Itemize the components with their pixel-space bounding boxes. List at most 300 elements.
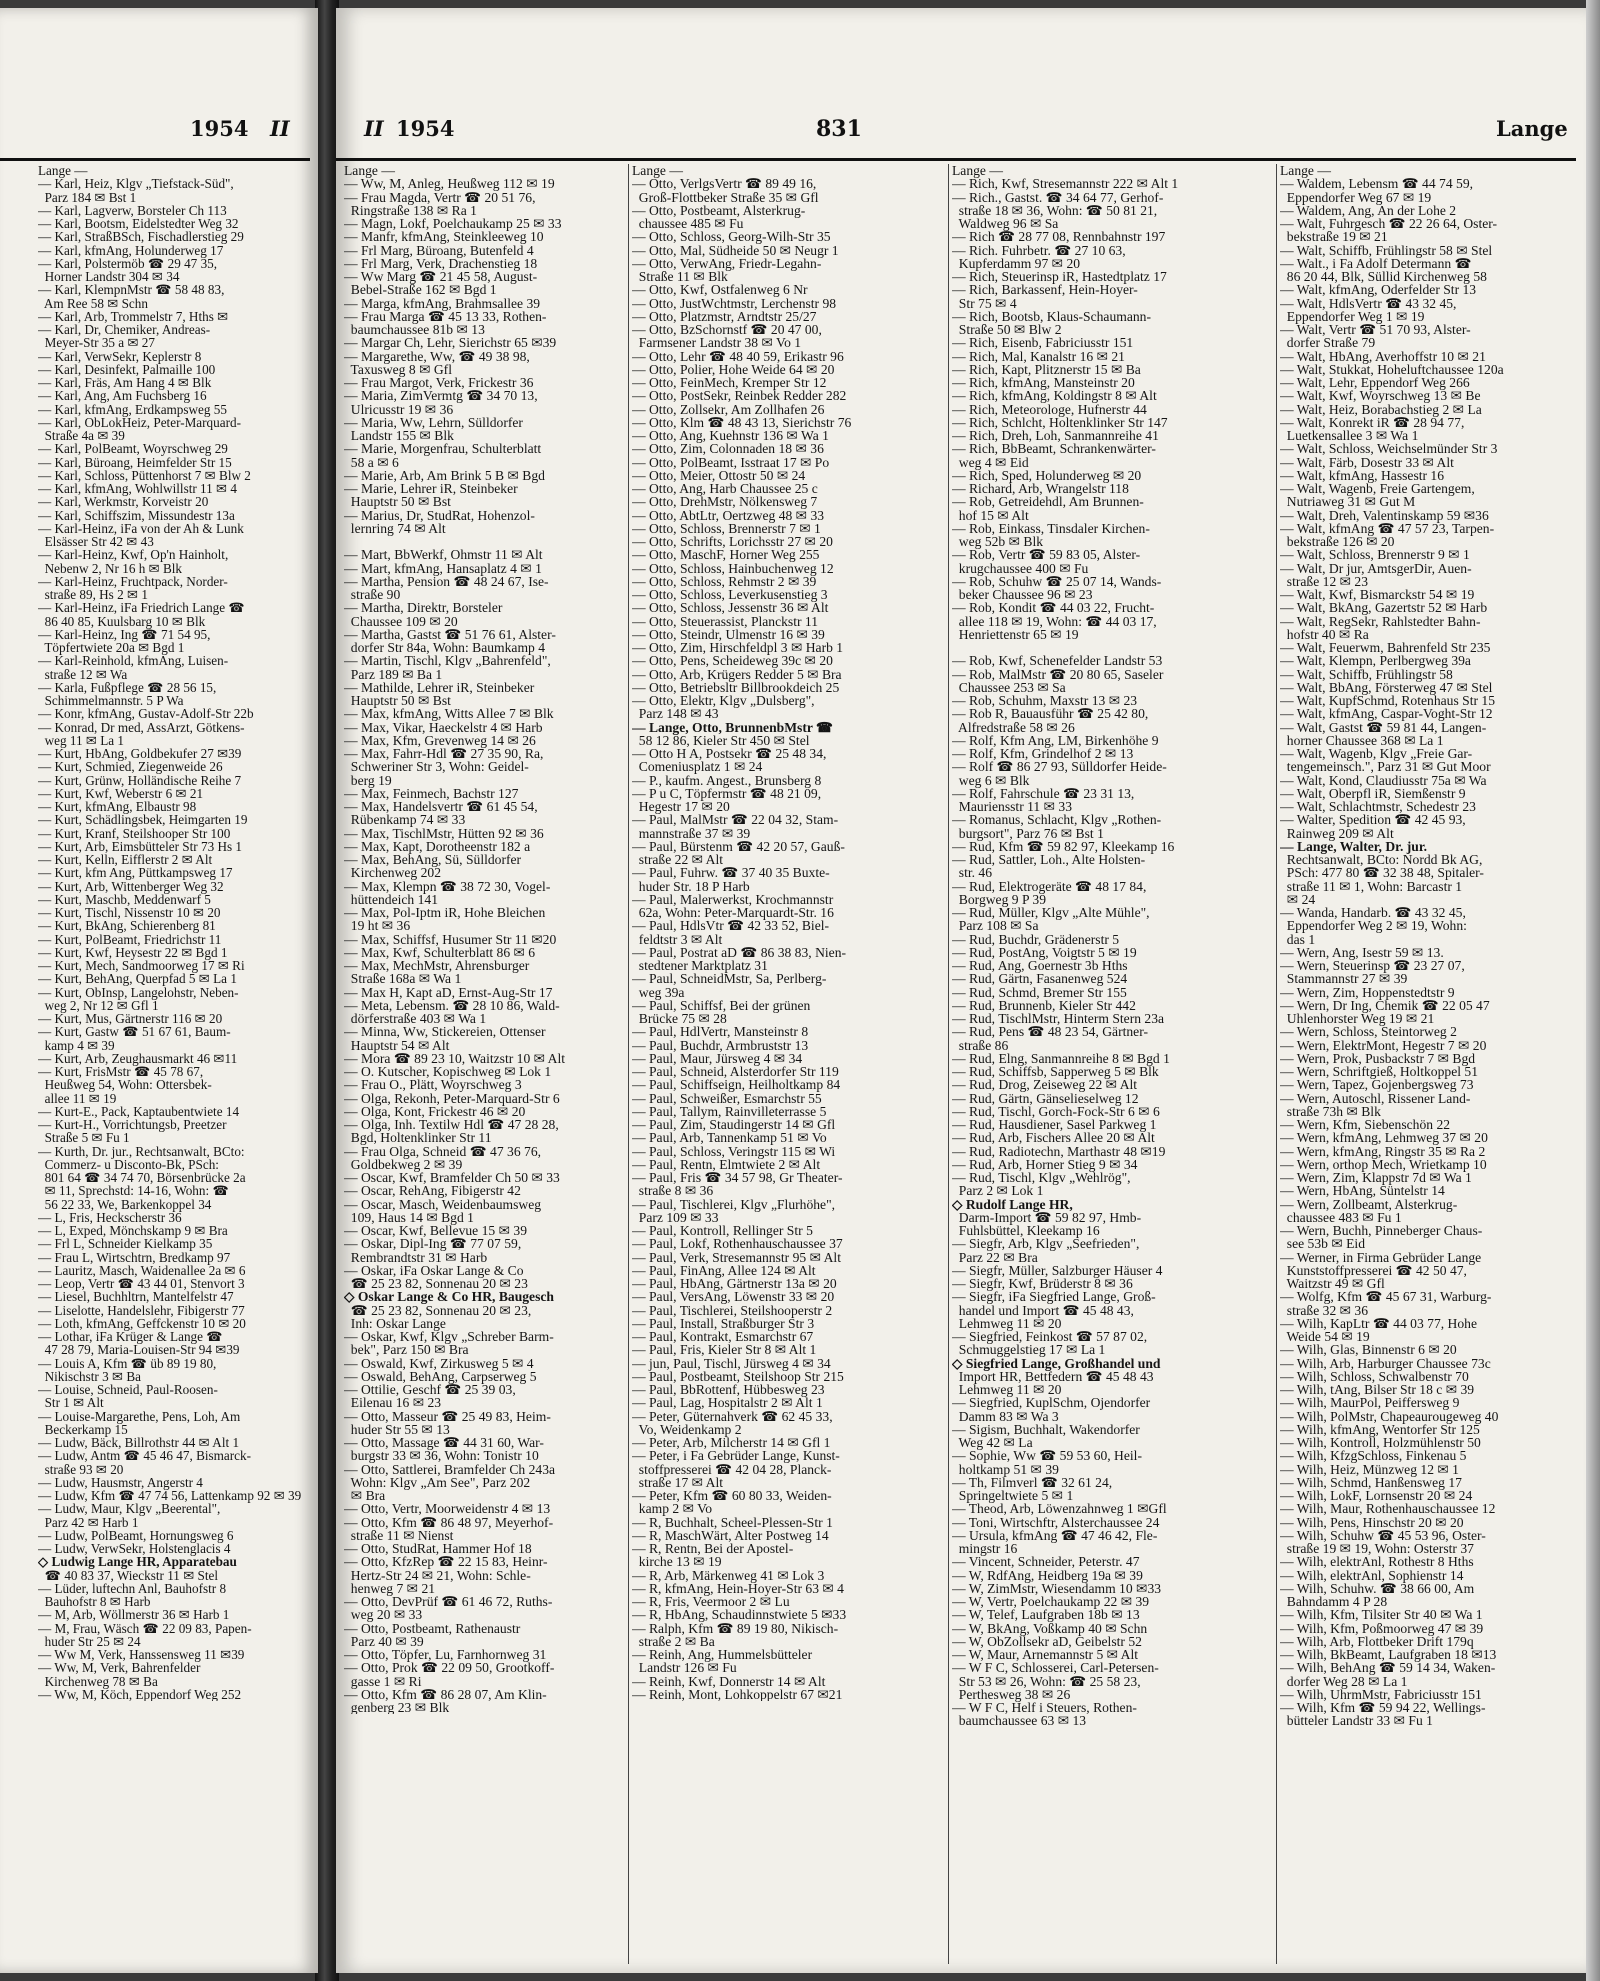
directory-entry-line: Waldweg 96 ✉ Sa: [952, 216, 1059, 231]
directory-entry-line: — Wern, Dr Ing, Chemik ☎ 22 05 47: [1280, 997, 1490, 1013]
directory-entry-line: — Rud, PostAng, Voigtstr 5 ✉ 19: [952, 944, 1137, 960]
directory-entry-line: — Margar Ch, Lehr, Sierichstr 65 ✉39: [344, 335, 557, 351]
right-page: [336, 8, 1586, 1973]
directory-entry-line: — Otto, KfzRep ☎ 22 15 83, Heinr-: [344, 1554, 548, 1570]
directory-entry-line: — Marius, Dr, StudRat, Hohenzol-: [344, 507, 535, 523]
directory-entry-line: 86 20 44, Blk, Süllid Kirchenweg 58: [1280, 269, 1487, 284]
directory-entry-line: — Martin, Tischl, Klgv „Bahrenfeld",: [344, 653, 551, 669]
directory-entry-line: — Siegfr, iFa Siegfried Lange, Groß-: [952, 1289, 1156, 1305]
directory-entry-line: — R, MaschWärt, Alter Postweg 14: [632, 1527, 829, 1543]
directory-entry-line: — Werner, in Firma Gebrüder Lange: [1280, 1249, 1482, 1265]
directory-entry-line: — Otto, Schloss, Georg-Wilh-Str 35: [632, 229, 831, 245]
directory-entry-line: — Rolf ☎ 86 27 93, Sülldorfer Heide-: [952, 759, 1167, 775]
directory-entry-line: — Otto, Schrifts, Lorichsstr 27 ✉ 20: [632, 534, 833, 549]
directory-entry-line: — Frau Olga, Schneid ☎ 47 36 76,: [344, 1143, 542, 1159]
directory-entry-line: Groß-Flottbeker Straße 35 ✉ Gfl: [632, 189, 819, 205]
directory-entry-line: — Oscar, Kwf, Bellevue 15 ✉ 39: [344, 1223, 527, 1238]
directory-entry-line: — Paul, HdlVertr, Mansteinstr 8: [632, 1024, 809, 1040]
directory-entry-line: Lehmweg 11 ✉ 20: [952, 1382, 1062, 1397]
directory-entry-line: hüttendeich 141: [344, 891, 439, 907]
directory-entry-line: — Kurt, BehAng, Querpfad 5 ✉ La 1: [38, 971, 237, 987]
directory-entry-line: huder Str 25 ✉ 24: [38, 1633, 141, 1649]
directory-entry-line: — Kurt, BkAng, Schierenberg 81: [38, 918, 216, 934]
directory-entry-line: — R, Rentn, Bei der Apostel-: [632, 1541, 794, 1556]
directory-entry-line: — Karl, Schloss, Püttenhorst 7 ✉ Blw 2: [38, 467, 251, 483]
page-edge: [1586, 0, 1600, 1981]
directory-entry-line: — Siegfried, KuplSchm, Ojendorfer: [952, 1395, 1151, 1411]
directory-entry-line: allee 118 ✉ 19, Wohn: ☎ 44 03 17,: [952, 613, 1157, 629]
directory-entry-line: — Karl, Desinfekt, Palmaille 100: [38, 361, 216, 377]
directory-entry-line: — Otto, Masseur ☎ 25 49 83, Heim-: [344, 1408, 551, 1424]
directory-entry-line: — Otto, Kfm ☎ 86 28 07, Am Klin-: [344, 1686, 547, 1702]
directory-entry-line: Parz 22 ✉ Bra: [952, 1249, 1038, 1265]
directory-entry-line: — M, Frau, Wäsch ☎ 22 09 83, Papen-: [38, 1620, 252, 1636]
directory-entry-line: hof 15 ✉ Alt: [952, 507, 1029, 523]
directory-entry-line: — Paul, BbRottenf, Hübbesweg 23: [632, 1382, 825, 1397]
directory-entry-line: — Rolf, Kfm Ang, LM, Birkenhöhe 9: [952, 732, 1159, 748]
directory-entry-line: — Rud, TischlMstr, Hinterm Stern 23a: [952, 1011, 1165, 1026]
directory-entry-line: — Magn, Lokf, Poelchaukamp 25 ✉ 33: [344, 216, 562, 231]
directory-entry-line: — Frau Margot, Verk, Frickestr 36: [344, 375, 534, 390]
directory-entry-line: — W F C, Schlosserei, Carl-Petersen-: [952, 1660, 1159, 1676]
directory-entry-line: — Mart, kfmAng, Hansaplatz 4 ✉ 1: [344, 560, 542, 576]
directory-entry-line: — Konr, kfmAng, Gustav-Adolf-Str 22b: [38, 706, 254, 722]
directory-entry-line: — W, Telef, Laufgraben 18b ✉ 13: [952, 1607, 1140, 1623]
directory-entry-line: — Rud, Arb, Horner Stieg 9 ✉ 34: [952, 1156, 1138, 1172]
directory-entry-line: — Rich. Fuhrbetr. ☎ 27 10 63,: [952, 242, 1126, 258]
directory-entry-line: Parz 108 ✉ Sa: [952, 918, 1039, 934]
directory-entry-line: — Rud, Buchdr, Grädenerstr 5: [952, 931, 1120, 947]
directory-entry-line: — Wilh, Heiz, Münzweg 12 ✉ 1: [1280, 1461, 1459, 1477]
directory-entry-line: — Waldem, Ang, An der Lohe 2: [1280, 202, 1457, 218]
directory-entry-line: Parz 184 ✉ Bst 1: [38, 189, 137, 205]
directory-entry-line: — Sophie, Ww ☎ 59 53 60, Heil-: [952, 1448, 1142, 1464]
directory-entry-line: — Ottilie, Geschf ☎ 25 39 03,: [344, 1382, 516, 1397]
directory-entry-line: — Wilh, KapLtr ☎ 44 03 77, Hohe: [1280, 1315, 1477, 1331]
directory-entry-line: — Wilh, UhrmMstr, Fabriciusstr 151: [1280, 1686, 1482, 1702]
directory-entry-line: Weide 54 ✉ 19: [1280, 1329, 1370, 1344]
directory-entry-line: — R, Fris, Veermoor 2 ✉ Lu: [632, 1594, 790, 1609]
right-header-rule: [336, 158, 1576, 161]
directory-entry-line: — Paul, Schweißer, Esmarchstr 55: [632, 1090, 822, 1106]
directory-entry-line: — Paul, Schneid, Alsterdorfer Str 119: [632, 1064, 839, 1079]
directory-entry-line: Str 1 ✉ Alt: [38, 1395, 104, 1411]
column-divider-2: [948, 164, 949, 1964]
directory-entry-line: — Margarethe, Ww, ☎ 49 38 98,: [344, 348, 530, 364]
directory-entry-line: — Otto, BzSchornstf ☎ 20 47 00,: [632, 322, 822, 337]
directory-entry-line: ◇ Rudolf Lange HR,: [952, 1196, 1073, 1212]
directory-entry-line: dorfer Straße 79: [1280, 335, 1376, 351]
directory-entry-line: Chaussee 253 ✉ Sa: [952, 679, 1066, 695]
directory-entry-line: Farmsener Landstr 38 ✉ Vo 1: [632, 335, 802, 351]
directory-entry-line: mingstr 16: [952, 1541, 1018, 1556]
directory-entry-line: — Wern, orthop Mech, Wrietkamp 10: [1280, 1156, 1487, 1172]
directory-entry-line: berg 19: [344, 772, 392, 788]
directory-entry-line: — Walt, kfmAng, Caspar-Voght-Str 12: [1280, 706, 1493, 722]
directory-entry-line: — Kurt, Arb, Wittenberger Weg 32: [38, 878, 224, 894]
directory-entry-line: — Walt., i Fa Adolf Determann ☎: [1280, 255, 1472, 271]
directory-entry-line: — Otto, Pens, Scheideweg 39c ✉ 20: [632, 653, 833, 669]
directory-entry-line: — Max, MechMstr, Ahrensburger: [344, 958, 530, 973]
directory-entry-line: — Ludw, Maur, Klgv „Beerental",: [38, 1501, 221, 1517]
directory-entry-line: — Frau O., Plätt, Woyrschweg 3: [344, 1077, 522, 1093]
directory-entry-line: — Paul, Zim, Staudingerstr 14 ✉ Gfl: [632, 1117, 836, 1132]
directory-entry-line: — Wilh, Glas, Binnenstr 6 ✉ 20: [1280, 1342, 1457, 1358]
directory-entry-line: — Wern, Zollbeamt, Alsterkrug-: [1280, 1196, 1458, 1212]
directory-entry-line: — Walt, kfmAng ☎ 47 57 23, Tarpen-: [1280, 520, 1495, 536]
directory-entry-line: — Frau Magda, Vertr ☎ 20 51 76,: [344, 189, 536, 205]
directory-entry-line: — Walt, Kwf, Bismarckstr 54 ✉ 19: [1280, 587, 1475, 602]
directory-entry-line: — Otto, AbtLtr, Oertzweg 48 ✉ 33: [632, 507, 825, 523]
directory-entry-line: das 1: [1280, 931, 1316, 947]
directory-entry-line: — Karl-Reinhold, kfmAng, Luisen-: [38, 653, 229, 669]
directory-entry-line: — Wilh, PolMstr, Chapeaurougeweg 40: [1280, 1408, 1499, 1424]
directory-entry-line: — Wilh, elektrAnl, Rothestr 8 Hths: [1280, 1554, 1474, 1570]
directory-entry-line: — Wilh, MaurPol, Peiffersweg 9: [1280, 1395, 1460, 1411]
directory-entry-line: — Rich, kfmAng, Mansteinstr 20: [952, 375, 1135, 390]
directory-entry-line: str. 46: [952, 865, 993, 881]
directory-entry-line: — Walt, Dreh, Valentinskamp 59 ✉36: [1280, 507, 1489, 523]
directory-entry-line: Straße 168a ✉ Wa 1: [344, 971, 462, 987]
directory-entry-line: — Otto, FeinMech, Kremper Str 12: [632, 375, 827, 390]
directory-entry-line: Parz 109 ✉ 33: [632, 1209, 719, 1225]
directory-entry-line: — Karl, Fräs, Am Hang 4 ✉ Blk: [38, 375, 212, 390]
directory-entry-line: Str 75 ✉ 4: [952, 295, 1017, 311]
directory-entry-line: — Kurt, PolBeamt, Friedrichstr 11: [38, 931, 222, 947]
directory-entry-line: — Reinh, Mont, Lohkoppelstr 67 ✉21: [632, 1686, 843, 1701]
directory-entry-line: — Lüder, luftechn Anl, Bauhofstr 8: [38, 1580, 227, 1596]
directory-entry-line: — Ww, M, Köch, Eppendorf Weg 252: [38, 1686, 242, 1701]
directory-entry-line: — Oskar, Kwf, Klgv „Schreber Barm-: [344, 1329, 554, 1344]
directory-entry-line: — Paul, Postrat aD ☎ 86 38 83, Nien-: [632, 944, 847, 960]
directory-entry-line: — Ludw, Bäck, Billrothstr 44 ✉ Alt 1: [38, 1435, 240, 1450]
directory-entry-line: — Wern, Zim, Klappstr 7d ✉ Wa 1: [1280, 1170, 1472, 1185]
directory-entry-line: — Karl, kfmAng, Erdkampsweg 55: [38, 401, 227, 417]
directory-entry-line: — Otto, PolBeamt, Isstraat 17 ✉ Po: [632, 454, 830, 470]
directory-entry-line: — Paul, Rentn, Elmtwiete 2 ✉ Alt: [632, 1156, 821, 1172]
directory-entry-line: — Oskar, Dipl-Ing ☎ 77 07 59,: [344, 1236, 522, 1252]
directory-entry-line: — Marie, Morgenfrau, Schulterblatt: [344, 441, 542, 457]
directory-entry-line: weg 20 ✉ 33: [344, 1607, 423, 1623]
directory-entry-line: — Vincent, Schneider, Peterstr. 47: [952, 1554, 1140, 1570]
running-head: Lange: [1496, 116, 1568, 141]
directory-entry-line: Eppendorfer Weg 1 ✉ 19: [1280, 308, 1425, 324]
directory-entry-line: — Paul, Fris ☎ 34 57 98, Gr Theater-: [632, 1170, 843, 1185]
directory-entry-line: — Wern, Prok, Pusbackstr 7 ✉ Bgd: [1280, 1050, 1476, 1066]
directory-entry-line: — Otto, Schloss, Jessenstr 36 ✉ Alt: [632, 600, 829, 616]
directory-entry-line: weg 6 ✉ Blk: [952, 772, 1030, 788]
directory-entry-line: — Rich, Kwf, Stresemannstr 222 ✉ Alt 1: [952, 176, 1179, 192]
directory-entry-line: krugchaussee 400 ✉ Fu: [952, 560, 1089, 576]
directory-entry-line: — Rud, Schiffsb, Sapperweg 5 ✉ Blk: [952, 1064, 1159, 1079]
directory-entry-line: — Otto, Postbeamt, Alsterkrug-: [632, 202, 806, 218]
directory-entry-line: Schimmelmannstr. 5 P Wa: [38, 693, 184, 708]
directory-entry-line: Goldbekweg 2 ✉ 39: [344, 1156, 463, 1172]
directory-entry-line: — Kurt, Schädlingsbek, Heimgarten 19: [38, 812, 248, 828]
directory-entry-line: — W, RdfAng, Heidberg 19a ✉ 39: [952, 1567, 1143, 1583]
directory-entry-line: 801 64 ☎ 34 74 70, Börsenbrücke 2a: [38, 1170, 246, 1185]
directory-entry-line: Kunststoffpresserei ☎ 42 50 47,: [1280, 1262, 1467, 1278]
directory-entry-line: — Karl, StraßBSch, Fischadlerstieg 29: [38, 229, 244, 245]
directory-entry-line: Hauptstr 50 ✉ Bst: [344, 693, 451, 708]
directory-entry-line: — Louis A, Kfm ☎ üb 89 19 80,: [38, 1355, 217, 1371]
directory-entry-line: — Wilh, Arb, Flottbeker Drift 179q: [1280, 1633, 1474, 1649]
directory-entry-line: ◇ Siegfried Lange, Großhandel und: [952, 1355, 1161, 1371]
directory-entry-line: Nebenw 2, Nr 16 h ✉ Blk: [38, 560, 183, 576]
directory-entry-line: weg 11 ✉ La 1: [38, 732, 125, 748]
directory-entry-line: — Kurt, Maschb, Meddenwarf 5: [38, 891, 211, 907]
directory-entry-line: straße 73h ✉ Blk: [1280, 1103, 1381, 1119]
directory-entry-line: genberg 23 ✉ Blk: [344, 1700, 450, 1715]
directory-entry-line: — Paul, Malerwerkst, Krochmannstr: [632, 891, 834, 907]
directory-entry-line: — Kurt, Gastw ☎ 51 67 61, Baum-: [38, 1024, 231, 1040]
directory-entry-line: — Lange, Walter, Dr. jur.: [1280, 838, 1428, 854]
directory-entry-line: — Rob, Vertr ☎ 59 83 05, Alster-: [952, 547, 1141, 563]
directory-entry-line: — Wern, kfmAng, Ringstr 35 ✉ Ra 2: [1280, 1143, 1486, 1159]
directory-column-2: [632, 164, 944, 1701]
directory-entry-line: — Maria, ZimVermtg ☎ 34 70 13,: [344, 388, 538, 404]
directory-entry-line: Bgd, Holtenklinker Str 11: [344, 1130, 492, 1146]
right-page-year: 1954: [396, 116, 455, 141]
directory-entry-line: — Peter, Arb, Milcherstr 14 ✉ Gfl 1: [632, 1435, 831, 1450]
directory-entry-line: 56 22 33, We, Barkenkoppel 34: [38, 1196, 212, 1212]
page-number: 831: [816, 116, 862, 142]
directory-entry-line: — Lauritz, Masch, Waidenallee 2a ✉ 6: [38, 1262, 246, 1278]
directory-entry-line: — Wilh, Pens, Hinschstr 20 ✉ 20: [1280, 1514, 1464, 1530]
directory-entry-line: — Max, TischlMstr, Hütten 92 ✉ 36: [344, 825, 544, 841]
directory-entry-line: Perthesweg 38 ✉ 26: [952, 1686, 1071, 1702]
directory-entry-line: Vo, Weidenkamp 2: [632, 1421, 742, 1437]
directory-entry-line: — Paul, Tallym, Rainvilleterrasse 5: [632, 1103, 827, 1119]
directory-entry-line: Fuhlsbüttel, Kleekamp 16: [952, 1223, 1100, 1238]
directory-entry-line: — Max, Kapt, Dorotheenstr 182 a: [344, 838, 531, 854]
directory-entry-line: — Rud, Tischl, Klgv „Wehlrög",: [952, 1170, 1131, 1185]
directory-entry-line: — Romanus, Schlacht, Klgv „Rothen-: [952, 812, 1162, 828]
directory-entry-line: — Paul, MalMstr ☎ 22 04 32, Stam-: [632, 812, 839, 828]
directory-entry-line: — Rob, Kwf, Schenefelder Landstr 53: [952, 653, 1163, 669]
directory-entry-line: Straße 11 ✉ Blk: [632, 269, 728, 284]
directory-entry-line: — Paul, HdlsVtr ☎ 42 33 52, Biel-: [632, 918, 830, 934]
directory-entry-line: hofstr 40 ✉ Ra: [1280, 626, 1369, 642]
directory-entry-line: — Otto, Kwf, Ostfalenweg 6 Nr: [632, 282, 808, 298]
directory-entry-line: — O. Kutscher, Kopischweg ✉ Lok 1: [344, 1064, 552, 1079]
directory-entry-line: — Kurt, Arb, Zeughausmarkt 46 ✉11: [38, 1050, 238, 1066]
directory-entry-line: Taxusweg 8 ✉ Gfl: [344, 361, 452, 377]
directory-entry-line: — Wilh, KfzgSchloss, Finkenau 5: [1280, 1448, 1467, 1464]
directory-entry-line: Borgweg 9 P 39: [952, 891, 1047, 907]
column-continuation-head: Lange —: [952, 164, 1003, 178]
directory-entry-line: — Walt, Lehr, Eppendorf Weg 266: [1280, 375, 1470, 390]
directory-entry-line: — Kurt, ObInsp, Langelohstr, Neben-: [38, 984, 239, 1000]
directory-entry-line: Landstr 126 ✉ Fu: [632, 1660, 737, 1676]
directory-entry-line: — Paul, Kontrakt, Esmarchstr 67: [632, 1329, 814, 1344]
directory-entry-line: Parz 148 ✉ 43: [632, 706, 719, 722]
directory-entry-line: — Wilh, Kontroll, Holzmühlenstr 50: [1280, 1435, 1481, 1450]
directory-entry-line: — Ww M, Verk, Hanssensweg 11 ✉39: [38, 1647, 245, 1662]
directory-entry-line: — Karl, kfmAng, Holunderweg 17: [38, 242, 224, 258]
directory-entry-line: — Walt, Gastst ☎ 59 81 44, Langen-: [1280, 719, 1487, 735]
directory-entry-line: — Wern, Buchh, Pinneberger Chaus-: [1280, 1223, 1483, 1238]
column-continuation-head: Lange —: [344, 164, 395, 178]
directory-entry-line: — Rud, Arb, Fischers Allee 20 ✉ Alt: [952, 1130, 1155, 1146]
directory-entry-line: — Wern, Schriftgieß, Holtkoppel 51: [1280, 1064, 1478, 1079]
directory-entry-line: — Rich, Sped, Holunderweg ✉ 20: [952, 467, 1142, 483]
directory-entry-line: — Oswald, BehAng, Carpserweg 5: [344, 1368, 537, 1384]
directory-entry-line: — Ww Marg ☎ 21 45 58, August-: [344, 269, 538, 284]
directory-entry-line: — Ralph, Kfm ☎ 89 19 80, Nikisch-: [632, 1620, 839, 1636]
directory-entry-line: bekstraße 19 ✉ 21: [1280, 229, 1388, 245]
directory-entry-line: — Walt, kfmAng, Hassestr 16: [1280, 467, 1445, 483]
directory-entry-line: Rübenkamp 74 ✉ 33: [344, 812, 466, 828]
directory-entry-line: — Otto H A, Postsekr ☎ 25 48 34,: [632, 746, 827, 761]
directory-entry-line: weg 2, Nr 12 ✉ Gfl 1: [38, 997, 159, 1013]
directory-entry-line: [952, 641, 1272, 654]
directory-entry-line: — Frl Marg, Verk, Drachenstieg 18: [344, 255, 538, 271]
directory-entry-line: — Otto, JustWchtmstr, Lerchenstr 98: [632, 295, 837, 311]
directory-entry-line: — Ursula, kfmAng ☎ 47 46 42, Fle-: [952, 1527, 1158, 1543]
column-divider-1: [628, 164, 629, 1964]
directory-entry-line: — Karl-Heinz, Ing ☎ 71 54 95,: [38, 626, 211, 642]
directory-entry-line: — Max, Pol-Iptm iR, Hohe Bleichen: [344, 905, 546, 920]
directory-entry-line: — Kurt, Mech, Sandmoorweg 17 ✉ Ri: [38, 958, 245, 973]
directory-entry-line: — Wern, kfmAng, Lehmweg 37 ✉ 20: [1280, 1130, 1488, 1146]
directory-entry-line: — Wilh, Schuhw. ☎ 38 66 00, Am: [1280, 1580, 1475, 1596]
directory-entry-line: — Paul, Tischlerei, Klgv „Flurhöhe",: [632, 1196, 836, 1212]
directory-entry-line: — Rich ☎ 28 77 08, Rennbahnstr 197: [952, 229, 1166, 245]
directory-entry-line: Springeltwiete 5 ✉ 1: [952, 1488, 1074, 1503]
directory-entry-line: — Rich, Mal, Kanalstr 16 ✉ 21: [952, 348, 1125, 364]
left-page: [0, 8, 318, 1973]
directory-entry-line: Lehmweg 11 ✉ 20: [952, 1315, 1062, 1331]
directory-entry-line: — Leop, Vertr ☎ 43 44 01, Stenvort 3: [38, 1276, 245, 1291]
directory-entry-line: straße 12 ✉ 23: [1280, 573, 1369, 589]
directory-entry-line: — Max, Handelsvertr ☎ 61 45 54,: [344, 799, 538, 814]
directory-entry-line: — Walt, Oberpfl iR, Siemßenstr 9: [1280, 785, 1466, 801]
directory-entry-line: — Karla, Fußpflege ☎ 28 56 15,: [38, 679, 217, 695]
directory-entry-line: Kupferdamm 97 ✉ 20: [952, 255, 1081, 271]
directory-entry-line: — Rich, kfmAng, Koldingstr 8 ✉ Alt: [952, 388, 1157, 404]
directory-entry-line: — Rud, Kfm ☎ 59 82 97, Kleekamp 16: [952, 838, 1175, 854]
directory-entry-line: — Otto, VerlgsVertr ☎ 89 49 16,: [632, 176, 817, 192]
left-page-year: 1954: [190, 116, 249, 141]
directory-entry-line: — Rud, Gärtn, Gänselieselweg 12: [952, 1090, 1139, 1106]
directory-entry-line: Meyer-Str 35 a ✉ 27: [38, 335, 155, 351]
directory-entry-line: Str 53 ✉ 26, Wohn: ☎ 25 58 23,: [952, 1673, 1141, 1689]
directory-entry-line: — Wanda, Handarb. ☎ 43 32 45,: [1280, 905, 1466, 920]
directory-entry-line: — Oskar, iFa Oskar Lange & Co: [344, 1262, 524, 1278]
directory-entry-line: Kirchenweg 78 ✉ Ba: [38, 1673, 158, 1689]
directory-entry-line: kamp 2 ✉ Vo: [632, 1501, 712, 1517]
directory-entry-line: — Otto, Kfm ☎ 86 48 97, Meyerhof-: [344, 1514, 554, 1530]
directory-entry-line: — Olga, Rekonh, Peter-Marquard-Str 6: [344, 1090, 560, 1106]
directory-entry-line: — Oswald, Kwf, Zirkusweg 5 ✉ 4: [344, 1355, 534, 1371]
directory-entry-line: ✉ Bra: [344, 1488, 386, 1503]
directory-entry-line: — Maria, Ww, Lehrn, Sülldorfer: [344, 414, 523, 430]
directory-entry-line: — Kurt, Schmied, Ziegenweide 26: [38, 759, 223, 775]
directory-entry-line: — Karl, KlempnMstr ☎ 58 48 83,: [38, 282, 225, 298]
directory-entry-line: — Paul, Schiffsf, Bei der grünen: [632, 997, 811, 1013]
directory-entry-line: — W, BkAng, Voßkamp 40 ✉ Schn: [952, 1620, 1148, 1636]
directory-entry-line: — Kurt, Grünw, Holländische Reihe 7: [38, 772, 242, 788]
directory-entry-line: — R, kfmAng, Hein-Hoyer-Str 63 ✉ 4: [632, 1580, 844, 1596]
directory-entry-line: 47 28 79, Maria-Louisen-Str 94 ✉39: [38, 1342, 240, 1358]
directory-entry-line: holtkamp 51 ✉ 39: [952, 1461, 1059, 1477]
directory-entry-line: Bauhofstr 8 ✉ Harb: [38, 1594, 151, 1609]
directory-entry-line: Eppendorfer Weg 2 ✉ 19, Wohn:: [1280, 918, 1467, 934]
directory-entry-line: — Liselotte, Handelslehr, Fibigerstr 77: [38, 1302, 245, 1318]
directory-entry-line: — Mathilde, Lehrer iR, Steinbeker: [344, 679, 535, 695]
directory-entry-line: — Rob, Schuhw ☎ 25 07 14, Wands-: [952, 573, 1162, 589]
directory-entry-line: — Wern, Autoschl, Rissener Land-: [1280, 1090, 1471, 1106]
directory-entry-line: — Marga, kfmAng, Brahmsallee 39: [344, 295, 541, 311]
directory-entry-line: — Wern, Zim, Hoppenstedtstr 9: [1280, 984, 1455, 1000]
column-continuation-head: Lange —: [632, 164, 683, 178]
directory-column-4: [1280, 164, 1580, 1728]
directory-entry-line: — Kurt, HbAng, Goldbekufer 27 ✉39: [38, 746, 242, 761]
directory-entry-line: Weg 42 ✉ La: [952, 1435, 1033, 1450]
directory-entry-line: [344, 535, 624, 548]
directory-entry-line: — Rich, Dreh, Loh, Sanmannreihe 41: [952, 428, 1159, 443]
directory-entry-line: — Rud, Schmd, Bremer Str 155: [952, 984, 1127, 1000]
directory-entry-line: — Otto, Massage ☎ 44 31 60, War-: [344, 1435, 544, 1450]
directory-entry-line: allee 11 ✉ 19: [38, 1090, 117, 1106]
directory-entry-line: — Max, Kwf, Schulterblatt 86 ✉ 6: [344, 944, 536, 960]
directory-entry-line: gasse 1 ✉ Ri: [344, 1673, 422, 1689]
directory-entry-line: — Wilh, Schloss, Schwalbenstr 70: [1280, 1368, 1469, 1384]
directory-entry-line: — Otto, PostSekr, Reinbek Redder 282: [632, 388, 847, 404]
directory-entry-line: — Walt, Konrekt iR ☎ 28 94 77,: [1280, 414, 1465, 430]
directory-entry-line: — Rud, Elng, Sanmannreihe 8 ✉ Bgd 1: [952, 1050, 1170, 1066]
directory-entry-line: — Reinh, Kwf, Donnerstr 14 ✉ Alt: [632, 1673, 826, 1689]
directory-entry-line: — Karl, Heiz, Klgv „Tiefstack-Süd",: [38, 176, 234, 192]
directory-entry-line: Straße 5 ✉ Fu 1: [38, 1130, 130, 1146]
directory-entry-line: Schweriner Str 3, Wohn: Geidel-: [344, 759, 529, 775]
directory-entry-line: — Walt, KupfSchmd, Rotenhaus Str 15: [1280, 693, 1496, 708]
directory-entry-line: — Otto, Elektr, Klgv „Dulsberg",: [632, 693, 815, 708]
directory-entry-line: — Karl, Schiffszim, Missundestr 13a: [38, 507, 235, 523]
directory-entry-line: — Wilh, BkBeamt, Laufgraben 18 ✉13: [1280, 1647, 1497, 1662]
directory-entry-line: — Louise, Schneid, Paul-Roosen-: [38, 1382, 218, 1397]
directory-entry-line: stedtener Marktplatz 31: [632, 958, 768, 973]
directory-entry-line: dörferstraße 403 ✉ Wa 1: [344, 1011, 487, 1026]
directory-entry-line: Rechtsanwalt, BCto: Nordd Bk AG,: [1280, 852, 1483, 867]
directory-entry-line: — Max, Klempn ☎ 38 72 30, Vogel-: [344, 878, 551, 894]
directory-entry-line: — Otto, Mal, Südheide 50 ✉ Neugr 1: [632, 242, 839, 258]
directory-entry-line: — Kurth, Dr. jur., Rechtsanwalt, BCto:: [38, 1143, 245, 1159]
directory-entry-line: — Siegfried, Feinkost ☎ 57 87 02,: [952, 1329, 1148, 1344]
directory-entry-line: straße 17 ✉ Alt: [632, 1474, 724, 1490]
directory-entry-line: dorfer Weg 28 ✉ La 1: [1280, 1673, 1408, 1689]
directory-entry-line: Ulricusstr 19 ✉ 36: [344, 401, 454, 417]
directory-entry-line: — Kurt, Arb, Eimsbütteler Str 73 Hs 1: [38, 838, 243, 854]
directory-entry-line: — Otto, Polier, Hohe Weide 64 ✉ 20: [632, 361, 835, 377]
directory-entry-line: — Rob R, Bauausführ ☎ 25 42 80,: [952, 706, 1149, 722]
directory-entry-line: — Ludw, Kfm ☎ 47 74 56, Lattenkamp 92 ✉ 39: [38, 1488, 302, 1503]
directory-entry-line: — Max, kfmAng, Witts Allee 7 ✉ Blk: [344, 706, 554, 722]
directory-entry-line: — Karl-Heinz, Fruchtpack, Norder-: [38, 573, 228, 589]
directory-entry-line: — Walt, Schloss, Weichselmünder Str 3: [1280, 441, 1498, 457]
directory-entry-line: baumchaussee 81b ✉ 13: [344, 322, 485, 337]
directory-entry-line: — Wilh, Kfm, Poßmoorweg 47 ✉ 39: [1280, 1620, 1484, 1636]
directory-entry-line: straße 89, Hs 2 ✉ 1: [38, 587, 148, 602]
directory-entry-line: — P., kaufm. Angest., Brunsberg 8: [632, 772, 822, 788]
directory-entry-line: — Peter, Güternahverk ☎ 62 45 33,: [632, 1408, 833, 1424]
directory-entry-line: — Frau L, Wirtschtrn, Bredkamp 97: [38, 1249, 231, 1265]
left-page-column: [38, 164, 313, 1701]
directory-entry-line: — Ludw, Antm ☎ 45 46 47, Bismarck-: [38, 1448, 252, 1464]
directory-entry-line: — Wilh, Arb, Harburger Chaussee 73c: [1280, 1355, 1491, 1371]
directory-entry-line: — Otto, MaschF, Horner Weg 255: [632, 547, 820, 563]
